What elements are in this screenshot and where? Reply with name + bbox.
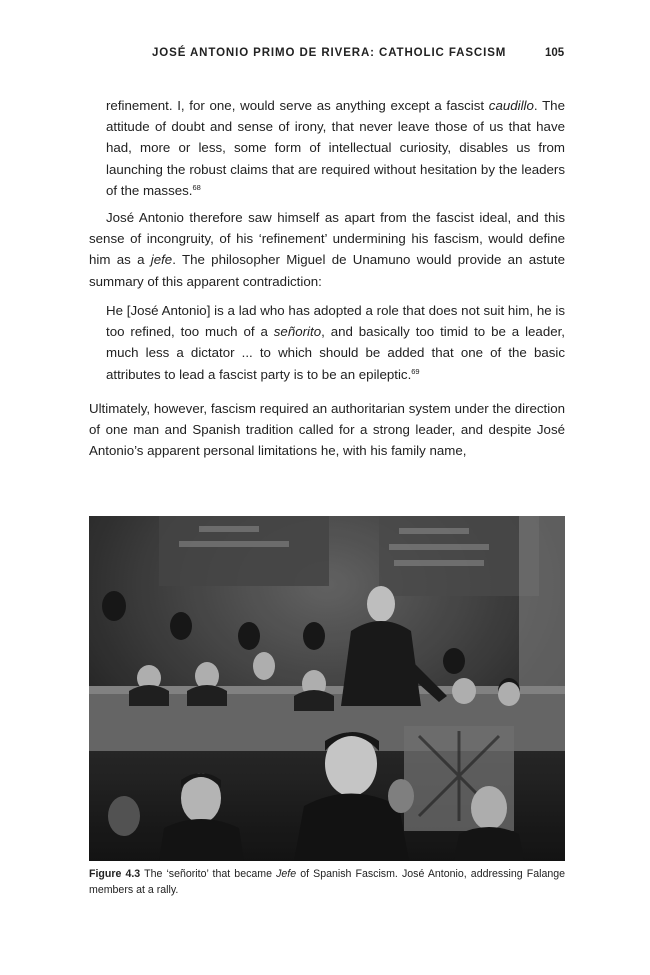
quote2-text-start: He [José Antonio] is a lad who has adopted a role that does not suit him, he is too refined, too much of a [106, 303, 565, 340]
page-number: 105 [545, 47, 565, 59]
para2-text: Ultimately, however, fascism required an authoritarian system under the direction of one man and Spanish tradition called for a strong leader, and despite José Antonio’s apparent personal limitations he, with his family name, [89, 401, 565, 459]
para1-text-start: José Antonio therefore saw himself as apart from the fascist ideal, and this sense of incongruity, of his ‘refinement’ undermining his fascism, would define him as a [89, 210, 565, 268]
para1-text-end: . The philosopher Miguel de Unamuno would provide an astute summary of this apparent contradiction: [89, 252, 565, 289]
footnote-ref-68: 68 [192, 182, 201, 192]
quote2-text-end: , and basically too timid to be a leader, much less a dictator ... to which should be added that one of the basic attributes to lead a fascist party is to be an epileptic. [106, 324, 565, 382]
running-title: JOSÉ ANTONIO PRIMO DE RIVERA: CATHOLIC FASCISM [152, 47, 507, 59]
figure-caption [89, 866, 565, 898]
caption-text-start: The ‘señorito’ that became [140, 868, 277, 880]
running-head [0, 47, 650, 63]
rally-photograph [89, 516, 565, 861]
figure-photo [89, 516, 565, 861]
caption-italic-jefe: Jefe [276, 868, 297, 880]
para1-italic-jefe: jefe [150, 252, 173, 268]
caption-text-end: of Spanish Fascism. José Antonio, addressing Falange members at a rally. [89, 868, 566, 896]
block-quote-unamuno [106, 300, 565, 385]
quote1-text-start: refinement. I, for one, would serve as anything except a fascist [106, 98, 489, 113]
paragraph-jefe [89, 207, 565, 292]
footnote-ref-69: 69 [411, 366, 420, 376]
figure-label: Figure 4.3 [89, 868, 141, 880]
quote1-period: . [533, 98, 538, 113]
quote1-text-rest: The attitude of doubt and sense of irony, that never leave those of us that have had, more or less, some form of intellectual curiosity, disables us from launching the robust claims that are required without hesitation by the leaders of the masses. [106, 98, 565, 198]
paragraph-ultimately [89, 398, 565, 462]
quote1-italic-caudillo: caudillo [488, 98, 534, 113]
block-quote-caudillo [106, 95, 565, 201]
quote2-italic-senorito: señorito [273, 324, 322, 340]
